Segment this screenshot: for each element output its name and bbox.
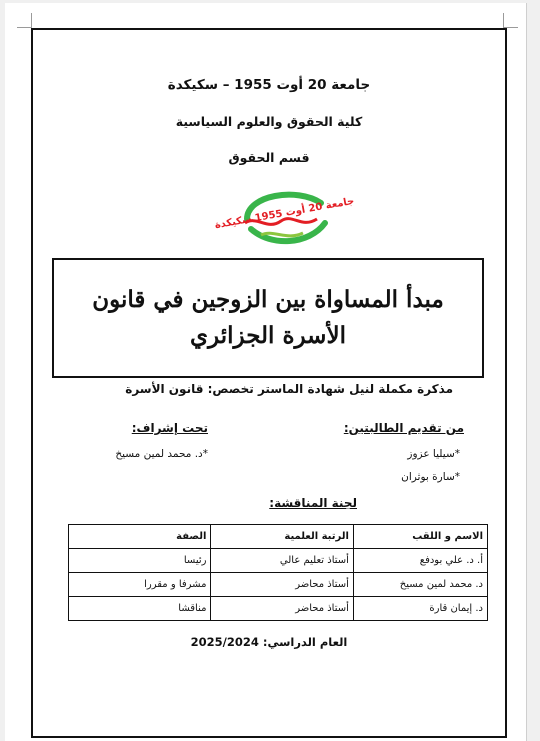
table-row	[69, 597, 488, 621]
member-name: د. محمد لمين مسيخ	[353, 573, 487, 597]
thesis-title: مبدأ المساواة بين الزوجين في قانون الأسرة الجزائري	[92, 286, 444, 349]
member-rank: أستاذ محاضر	[211, 597, 353, 621]
member-rank: أستاذ محاضر	[211, 573, 353, 597]
member-role: مشرفا و مقررا	[69, 573, 211, 597]
supervisor-name: *د. محمد لمين مسيخ	[115, 448, 208, 460]
student-name-2: *سارة بوثران	[401, 471, 460, 483]
table-row	[69, 573, 488, 597]
member-name: د. إيمان قارة	[353, 597, 487, 621]
column-header-role: الصفة	[69, 525, 211, 549]
student-name-1: *سيليا عزوز	[407, 448, 460, 460]
thesis-title-box	[52, 258, 484, 378]
committee-heading: لجنة المناقشة:	[269, 496, 357, 510]
supervisor-heading: تحت إشراف:	[131, 421, 208, 435]
university-logo	[213, 185, 356, 251]
crop-mark-top-right	[503, 13, 518, 28]
logo-text: جامعة 20 أوت 1955 سكيكدة	[213, 195, 356, 232]
committee-table	[68, 524, 488, 621]
member-name: أ. د. علي بودفع	[353, 549, 487, 573]
faculty-name: كلية الحقوق والعلوم السياسية	[175, 114, 363, 129]
cover-frame	[31, 28, 507, 738]
university-name: جامعة 20 أوت 1955 – سكيكدة	[167, 77, 371, 93]
member-role: رئيسا	[69, 549, 211, 573]
member-rank: أستاذ تعليم عالي	[211, 549, 353, 573]
table-row	[69, 549, 488, 573]
column-header-name: الاسم و اللقب	[353, 525, 487, 549]
column-header-rank: الرتبة العلمية	[211, 525, 353, 549]
students-heading: من تقديم الطالبتين:	[343, 421, 464, 435]
table-header-row	[69, 525, 488, 549]
crop-mark-top-left	[17, 13, 32, 28]
page-sheet	[5, 3, 527, 741]
degree-subtitle: مذكرة مكملة لنيل شهادة الماستر تخصص: قانون الأسرة	[125, 382, 453, 396]
member-role: مناقشا	[69, 597, 211, 621]
department-name: قسم الحقوق	[228, 150, 310, 165]
academic-year: العام الدراسي: 2025/2024	[190, 635, 348, 649]
